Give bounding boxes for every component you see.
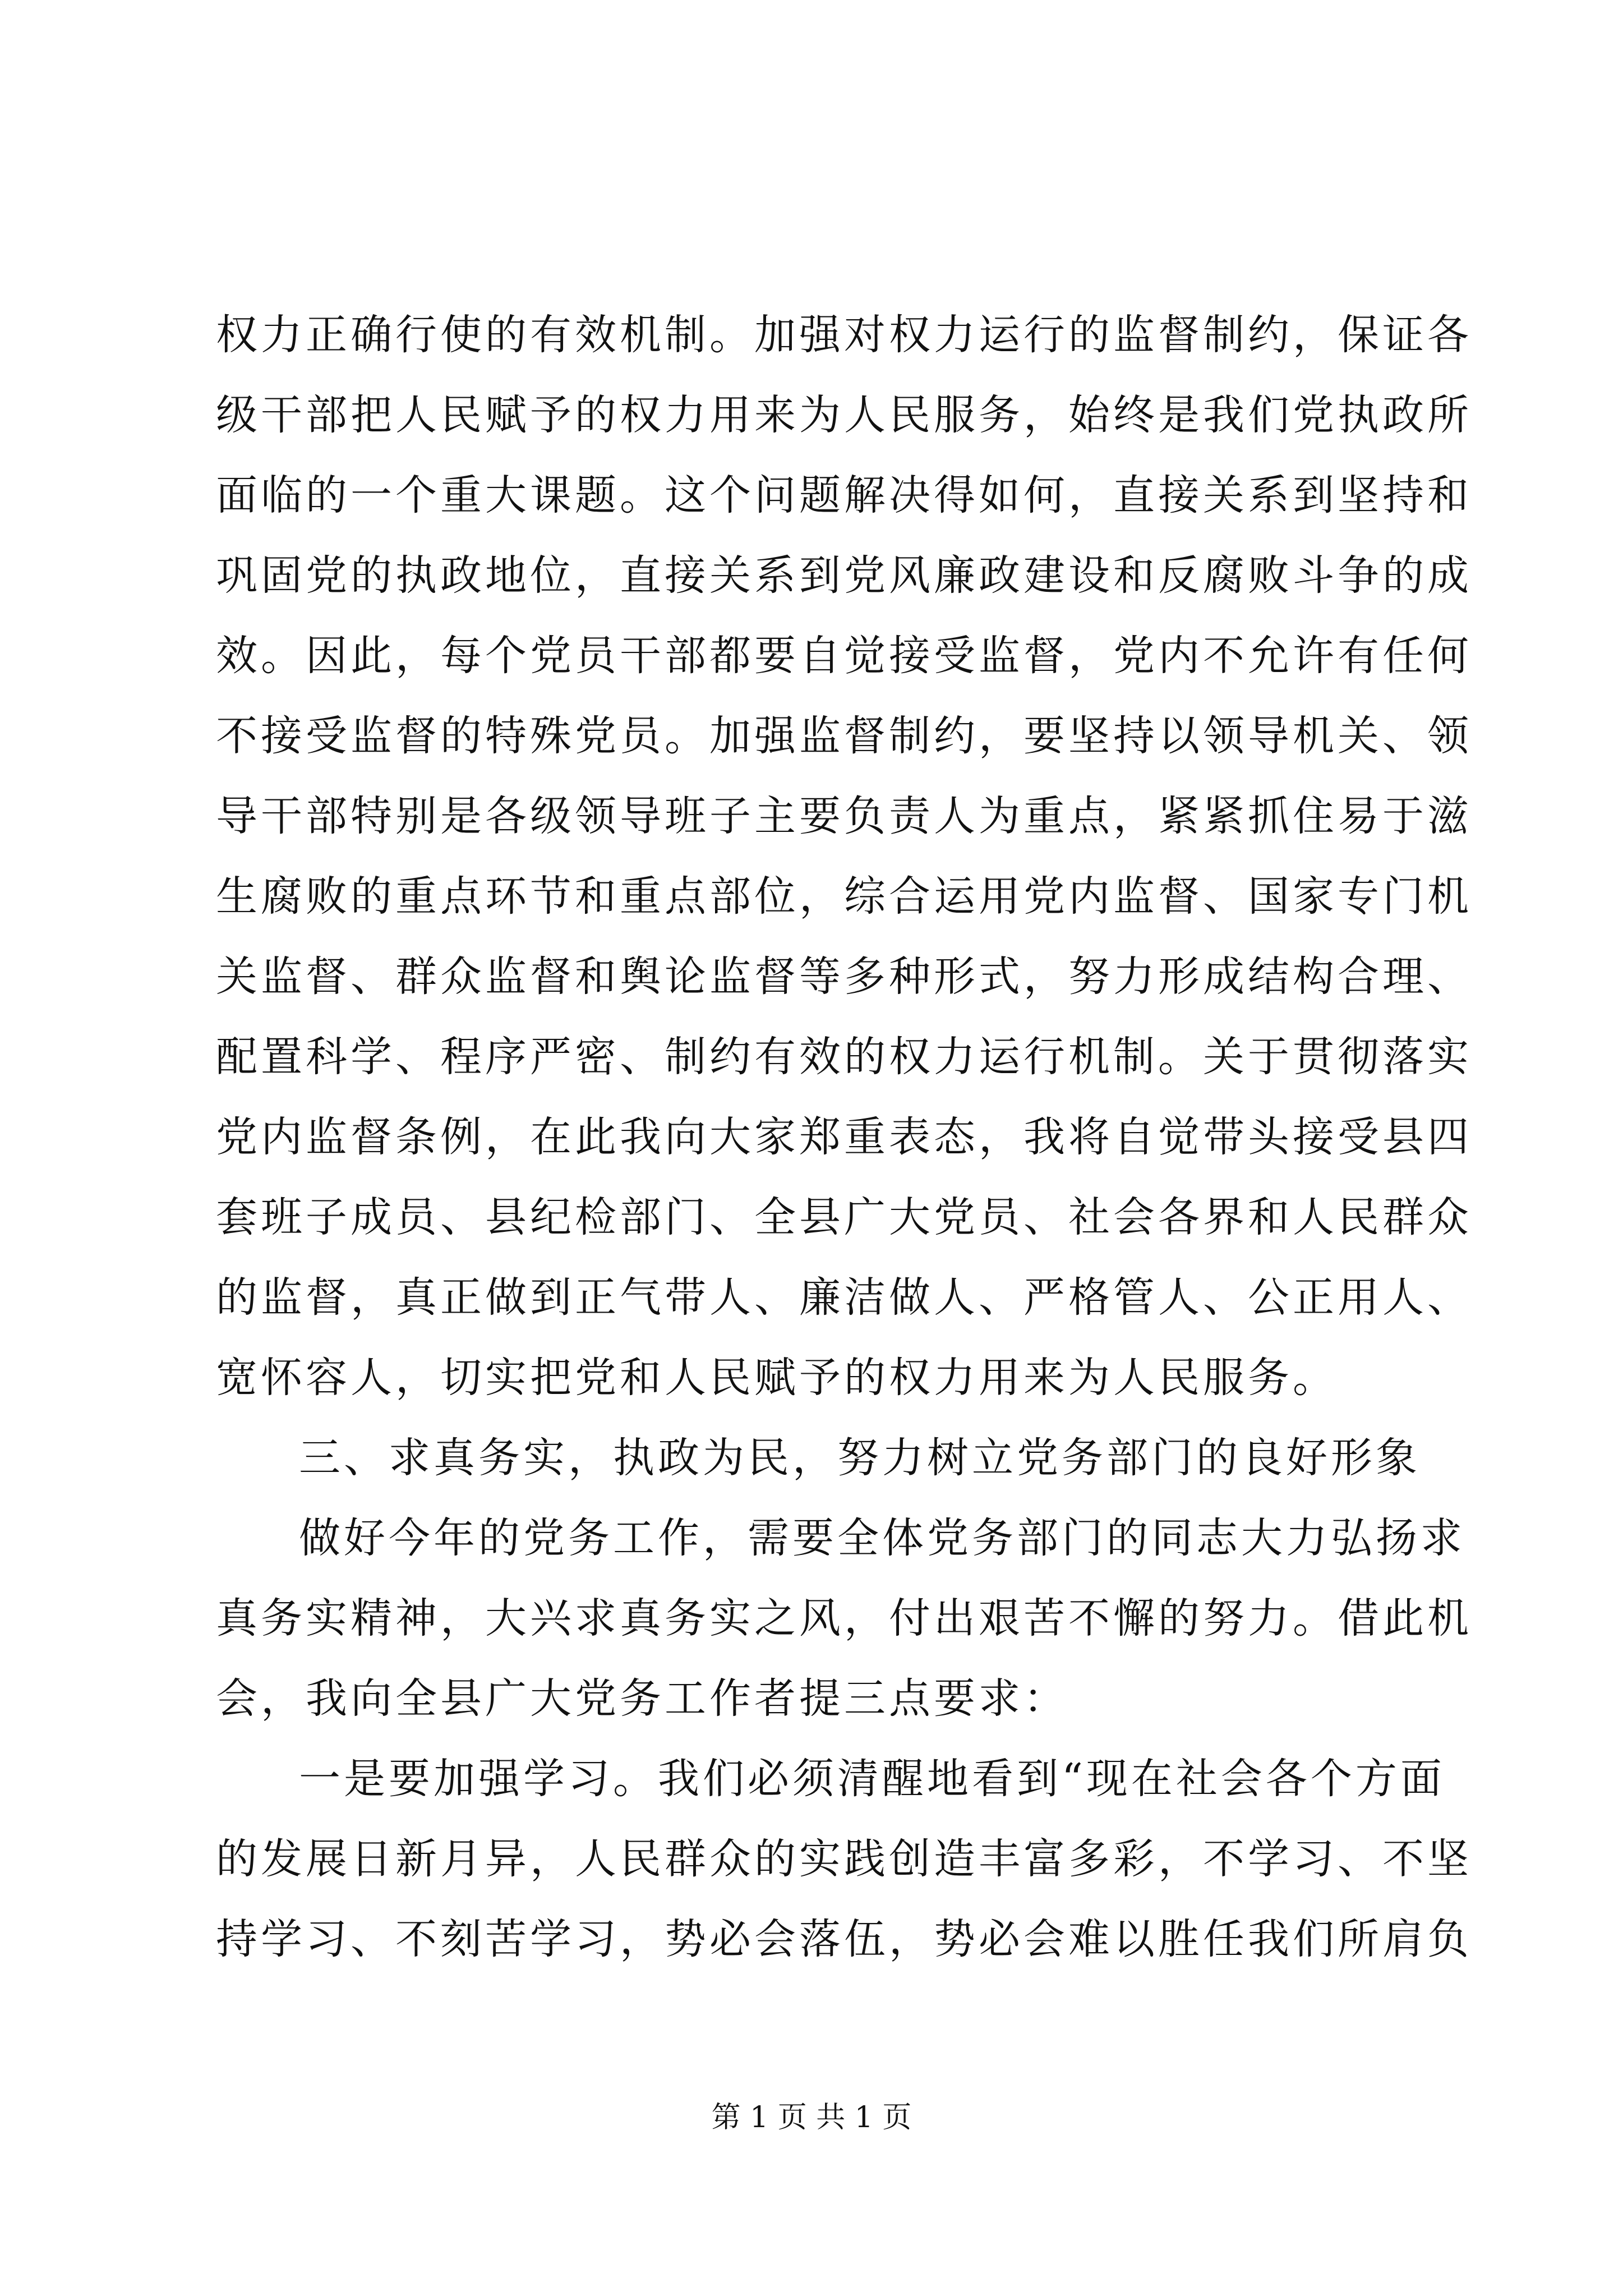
text-line: 一是要加强学习。我们必须清醒地看到“现在社会各个方面 [299,1755,1445,1803]
text-line: 套班子成员、县纪检部门、全县广大党员、社会各界和人民群众 [216,1193,1472,1241]
text-line: 的监督，真正做到正气带人、廉洁做人、严格管人、公正用人、 [216,1273,1472,1322]
text-line: 面临的一个重大课题。这个问题解决得如何，直接关系到坚持和 [216,471,1472,519]
text-line: 导干部特别是各级领导班子主要负责人为重点，紧紧抓住易于滋 [216,792,1472,840]
text-line: 效。因此，每个党员干部都要自觉接受监督，党内不允许有任何 [216,632,1472,680]
document-body [216,295,1472,1980]
text-line: 关监督、群众监督和舆论监督等多种形式，努力形成结构合理、 [216,953,1472,1001]
text-line: 不接受监督的特殊党员。加强监督制约，要坚持以领导机关、领 [216,712,1472,760]
text-line: 真务实精神，大兴求真务实之风，付出艰苦不懈的努力。借此机 [216,1594,1472,1642]
text-line: 生腐败的重点环节和重点部位，综合运用党内监督、国家专门机 [216,872,1472,921]
text-line: 宽怀容人，切实把党和人民赋予的权力用来为人民服务。 [216,1354,1338,1402]
text-line: 党内监督条例，在此我向大家郑重表态，我将自觉带头接受县四 [216,1113,1472,1161]
page-number-footer: 第 1 页 共 1 页 [711,2101,912,2134]
text-line: 做好今年的党务工作，需要全体党务部门的同志大力弘扬求 [299,1514,1465,1562]
text-line: 配置科学、程序严密、制约有效的权力运行机制。关于贯彻落实 [216,1033,1472,1081]
text-line: 权力正确行使的有效机制。加强对权力运行的监督制约，保证各 [216,311,1472,359]
section-heading: 三、求真务实，执政为民，努力树立党务部门的良好形象 [299,1434,1421,1482]
text-line: 的发展日新月异，人民群众的实践创造丰富多彩，不学习、不坚 [216,1835,1472,1883]
text-line: 持学习、不刻苦学习，势必会落伍，势必会难以胜任我们所肩负 [216,1915,1472,1963]
text-line: 级干部把人民赋予的权力用来为人民服务，始终是我们党执政所 [216,391,1472,439]
text-line: 会，我向全县广大党务工作者提三点要求： [216,1674,1068,1723]
text-line: 巩固党的执政地位，直接关系到党风廉政建设和反腐败斗争的成 [216,551,1472,600]
